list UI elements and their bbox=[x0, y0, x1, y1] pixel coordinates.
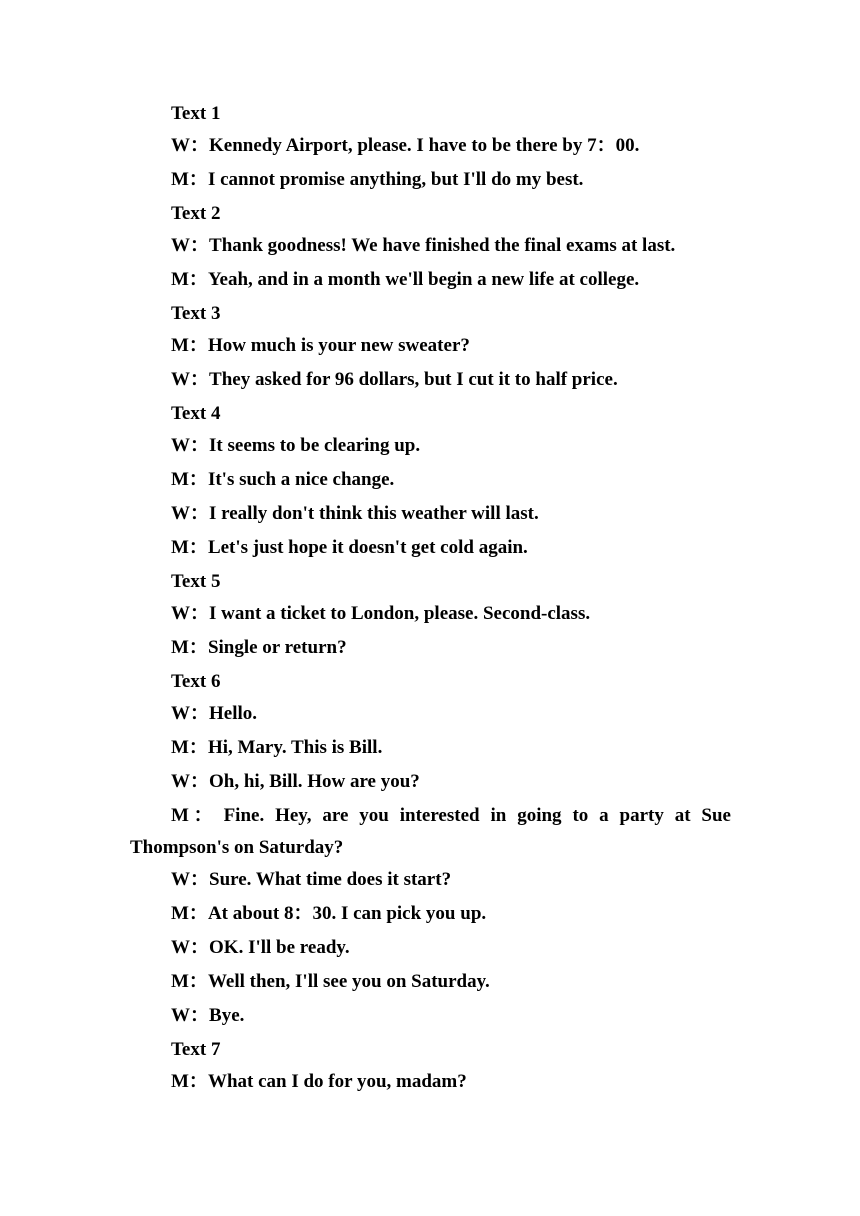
transcript-page bbox=[130, 102, 731, 1104]
dialogue-word: going bbox=[517, 805, 562, 826]
dialogue-text: OK. I'll be ready. bbox=[209, 937, 350, 958]
section-heading: Text 1 bbox=[171, 103, 221, 124]
dialogue-line bbox=[130, 602, 731, 636]
dialogue-line bbox=[130, 1004, 731, 1038]
speaker-label: W： bbox=[171, 503, 210, 524]
dialogue-word: to bbox=[572, 805, 589, 826]
dialogue-text: Hi, Mary. This is Bill. bbox=[207, 737, 383, 758]
speaker-label: W： bbox=[171, 1005, 210, 1026]
dialogue-text: How much is your new sweater? bbox=[207, 335, 470, 356]
dialogue-line bbox=[130, 1070, 731, 1104]
speaker-label: W： bbox=[171, 869, 210, 890]
dialogue-line bbox=[130, 134, 731, 168]
dialogue-line bbox=[130, 468, 731, 502]
dialogue-text: It's such a nice change. bbox=[207, 469, 395, 490]
dialogue-word: in bbox=[490, 805, 507, 826]
dialogue-text: Single or return? bbox=[207, 637, 347, 658]
speaker-label: M： bbox=[171, 469, 208, 490]
speaker-label: W： bbox=[171, 235, 210, 256]
dialogue-text: Kennedy Airport, please. I have to be there by 7：00. bbox=[209, 135, 640, 156]
dialogue-line bbox=[130, 168, 731, 202]
speaker-label: M： bbox=[171, 537, 208, 558]
dialogue-line bbox=[130, 268, 731, 302]
dialogue-text: Well then, I'll see you on Saturday. bbox=[207, 971, 490, 992]
dialogue-line bbox=[130, 334, 731, 368]
dialogue-line bbox=[130, 636, 731, 670]
section-heading: Text 7 bbox=[171, 1039, 221, 1060]
dialogue-line bbox=[130, 234, 731, 268]
dialogue-word: you bbox=[359, 805, 389, 826]
speaker-label: M： bbox=[171, 269, 208, 290]
speaker-label: M： bbox=[171, 737, 208, 758]
dialogue-line bbox=[130, 970, 731, 1004]
speaker-label: M： bbox=[171, 971, 208, 992]
dialogue-line bbox=[130, 434, 731, 468]
dialogue-word: M ： bbox=[171, 805, 213, 826]
dialogue-text: Yeah, and in a month we'll begin a new life at college. bbox=[207, 269, 640, 290]
dialogue-text: What can I do for you, madam? bbox=[207, 1071, 467, 1092]
speaker-label: W： bbox=[171, 603, 210, 624]
dialogue-text: Sure. What time does it start? bbox=[209, 869, 452, 890]
dialogue-text: It seems to be clearing up. bbox=[209, 435, 421, 456]
speaker-label: W： bbox=[171, 937, 210, 958]
speaker-label: W： bbox=[171, 771, 210, 792]
section-heading: Text 5 bbox=[171, 571, 221, 592]
section-heading: Text 3 bbox=[171, 303, 221, 324]
dialogue-text: At about 8：30. I can pick you up. bbox=[207, 903, 487, 924]
speaker-label: M： bbox=[171, 903, 208, 924]
speaker-label: M： bbox=[171, 1071, 208, 1092]
dialogue-text: I cannot promise anything, but I'll do my best. bbox=[207, 169, 584, 190]
speaker-label: M： bbox=[171, 335, 208, 356]
section-heading: Text 6 bbox=[171, 671, 221, 692]
speaker-label: W： bbox=[171, 435, 210, 456]
speaker-label: M： bbox=[171, 637, 208, 658]
dialogue-word: Fine. bbox=[223, 805, 265, 826]
dialogue-line bbox=[130, 868, 731, 902]
dialogue-word: at bbox=[674, 805, 691, 826]
dialogue-text: I really don't think this weather will last. bbox=[209, 503, 539, 524]
dialogue-line bbox=[130, 804, 731, 836]
dialogue-word: are bbox=[322, 805, 349, 826]
dialogue-line bbox=[130, 702, 731, 736]
dialogue-word: Hey, bbox=[275, 805, 312, 826]
section-heading: Text 4 bbox=[171, 403, 221, 424]
dialogue-text: I want a ticket to London, please. Second-class. bbox=[209, 603, 591, 624]
dialogue-text: Oh, hi, Bill. How are you? bbox=[209, 771, 420, 792]
dialogue-word: Sue bbox=[701, 805, 731, 826]
speaker-label: M： bbox=[171, 169, 208, 190]
dialogue-line bbox=[130, 770, 731, 804]
section-heading: Text 2 bbox=[171, 203, 221, 224]
dialogue-text: They asked for 96 dollars, but I cut it to half price. bbox=[209, 369, 618, 390]
dialogue-text: Hello. bbox=[209, 703, 258, 724]
dialogue-line bbox=[130, 936, 731, 970]
dialogue-line bbox=[130, 536, 731, 570]
speaker-label: W： bbox=[171, 703, 210, 724]
dialogue-word: a bbox=[599, 805, 609, 826]
dialogue-word: interested bbox=[399, 805, 480, 826]
dialogue-text: Thank goodness! We have finished the final exams at last. bbox=[209, 235, 676, 256]
dialogue-text: Let's just hope it doesn't get cold again. bbox=[207, 537, 528, 558]
dialogue-line bbox=[130, 368, 731, 402]
dialogue-line-continuation: Thompson's on Saturday? bbox=[130, 837, 344, 858]
speaker-label: W： bbox=[171, 369, 210, 390]
dialogue-line bbox=[130, 502, 731, 536]
dialogue-line bbox=[130, 736, 731, 770]
dialogue-text: Bye. bbox=[209, 1005, 245, 1026]
dialogue-line bbox=[130, 902, 731, 936]
speaker-label: W： bbox=[171, 135, 210, 156]
dialogue-word: party bbox=[619, 805, 664, 826]
